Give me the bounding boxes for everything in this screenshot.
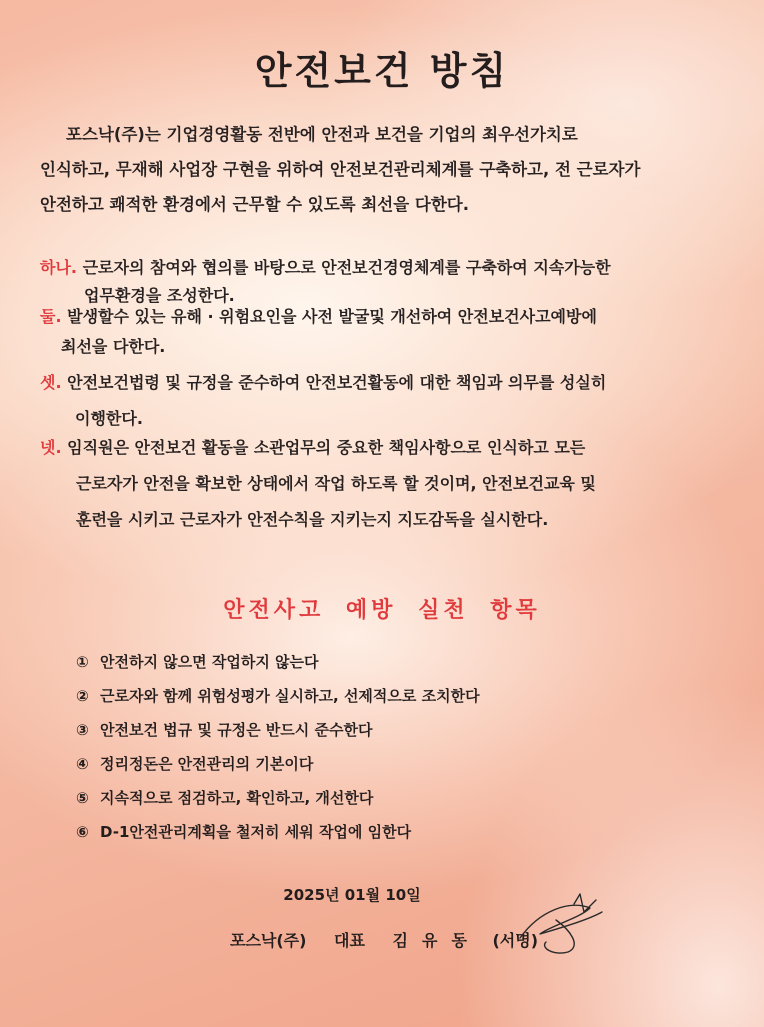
- item-text: 안전하지 않으면 작업하지 않는다: [100, 653, 319, 671]
- policy-item-3: [40, 365, 740, 437]
- practice-item: [76, 645, 696, 679]
- item-text: D-1안전관리계획을 철저히 세워 작업에 임한다: [100, 823, 412, 841]
- item-number: ⑥: [76, 823, 89, 841]
- sign-label: (서명): [492, 931, 539, 950]
- policy-text: 근로자가 안전을 확보한 상태에서 작업 하도록 할 것이며, 안전보건교육 및: [76, 474, 596, 493]
- policy-text: 안전보건법령 및 규정을 준수하여 안전보건활동에 대한 책임과 의무를 성실히: [67, 373, 607, 392]
- item-number: ⑤: [76, 789, 89, 807]
- policy-text: 훈련을 시키고 근로자가 안전수칙을 지키는지 지도감독을 실시한다.: [76, 510, 549, 529]
- policy-text: 업무환경을 조성한다.: [84, 286, 235, 305]
- item-text: 안전보건 법규 및 규정은 반드시 준수한다: [100, 721, 373, 739]
- policy-text: 최선을 다한다.: [61, 337, 166, 356]
- practice-list: [76, 645, 696, 849]
- intro-line: 안전하고 쾌적한 환경에서 근무할 수 있도록 최선을 다한다.: [40, 195, 470, 214]
- policy-text: 이행한다.: [75, 409, 143, 428]
- item-text: 근로자와 함께 위험성평가 실시하고, 선제적으로 조치한다: [100, 687, 480, 705]
- item-number: ③: [76, 721, 89, 739]
- policy-number: 셋.: [40, 373, 62, 392]
- item-text: 정리정돈은 안전관리의 기본이다: [100, 755, 314, 773]
- practice-title: 안전사고 예방 실천 항목: [223, 598, 541, 623]
- policy-number: 넷.: [40, 438, 62, 457]
- policy-text: 근로자의 참여와 협의를 바탕으로 안전보건경영체계를 구축하여 지속가능한: [82, 258, 611, 277]
- policy-item-4: [40, 430, 740, 538]
- practice-item: [76, 747, 696, 781]
- practice-item: [76, 781, 696, 815]
- policy-text: 임직원은 안전보건 활동을 소관업무의 중요한 책임사항으로 인식하고 모든: [67, 438, 586, 457]
- item-number: ①: [76, 653, 89, 671]
- policy-number: 하나.: [40, 258, 77, 277]
- policy-text: 발생할수 있는 유해 · 위험요인을 사전 발굴및 개선하여 안전보건사고예방에: [67, 307, 597, 326]
- document-title: 안전보건 방침: [254, 49, 510, 93]
- intro-paragraph: [40, 117, 730, 222]
- document-date: 2025년 01월 10일: [283, 886, 421, 904]
- signer-name: 김유동: [392, 931, 481, 950]
- item-number: ②: [76, 687, 89, 705]
- signer-position: 대표: [334, 931, 365, 950]
- practice-item: [76, 815, 696, 849]
- intro-line: 인식하고, 무재해 사업장 구현을 위하여 안전보건관리체계를 구축하고, 전 근로자가: [40, 160, 641, 179]
- signature-mark: [510, 890, 620, 960]
- policy-number: 둘.: [40, 307, 62, 326]
- signer-company: 포스낙(주): [230, 931, 307, 950]
- policy-item-2: [40, 302, 740, 362]
- practice-item: [76, 679, 696, 713]
- item-text: 지속적으로 점검하고, 확인하고, 개선한다: [100, 789, 374, 807]
- practice-item: [76, 713, 696, 747]
- item-number: ④: [76, 755, 89, 773]
- intro-line: 포스낙(주)는 기업경영활동 전반에 안전과 보건을 기업의 최우선가치로: [66, 125, 578, 144]
